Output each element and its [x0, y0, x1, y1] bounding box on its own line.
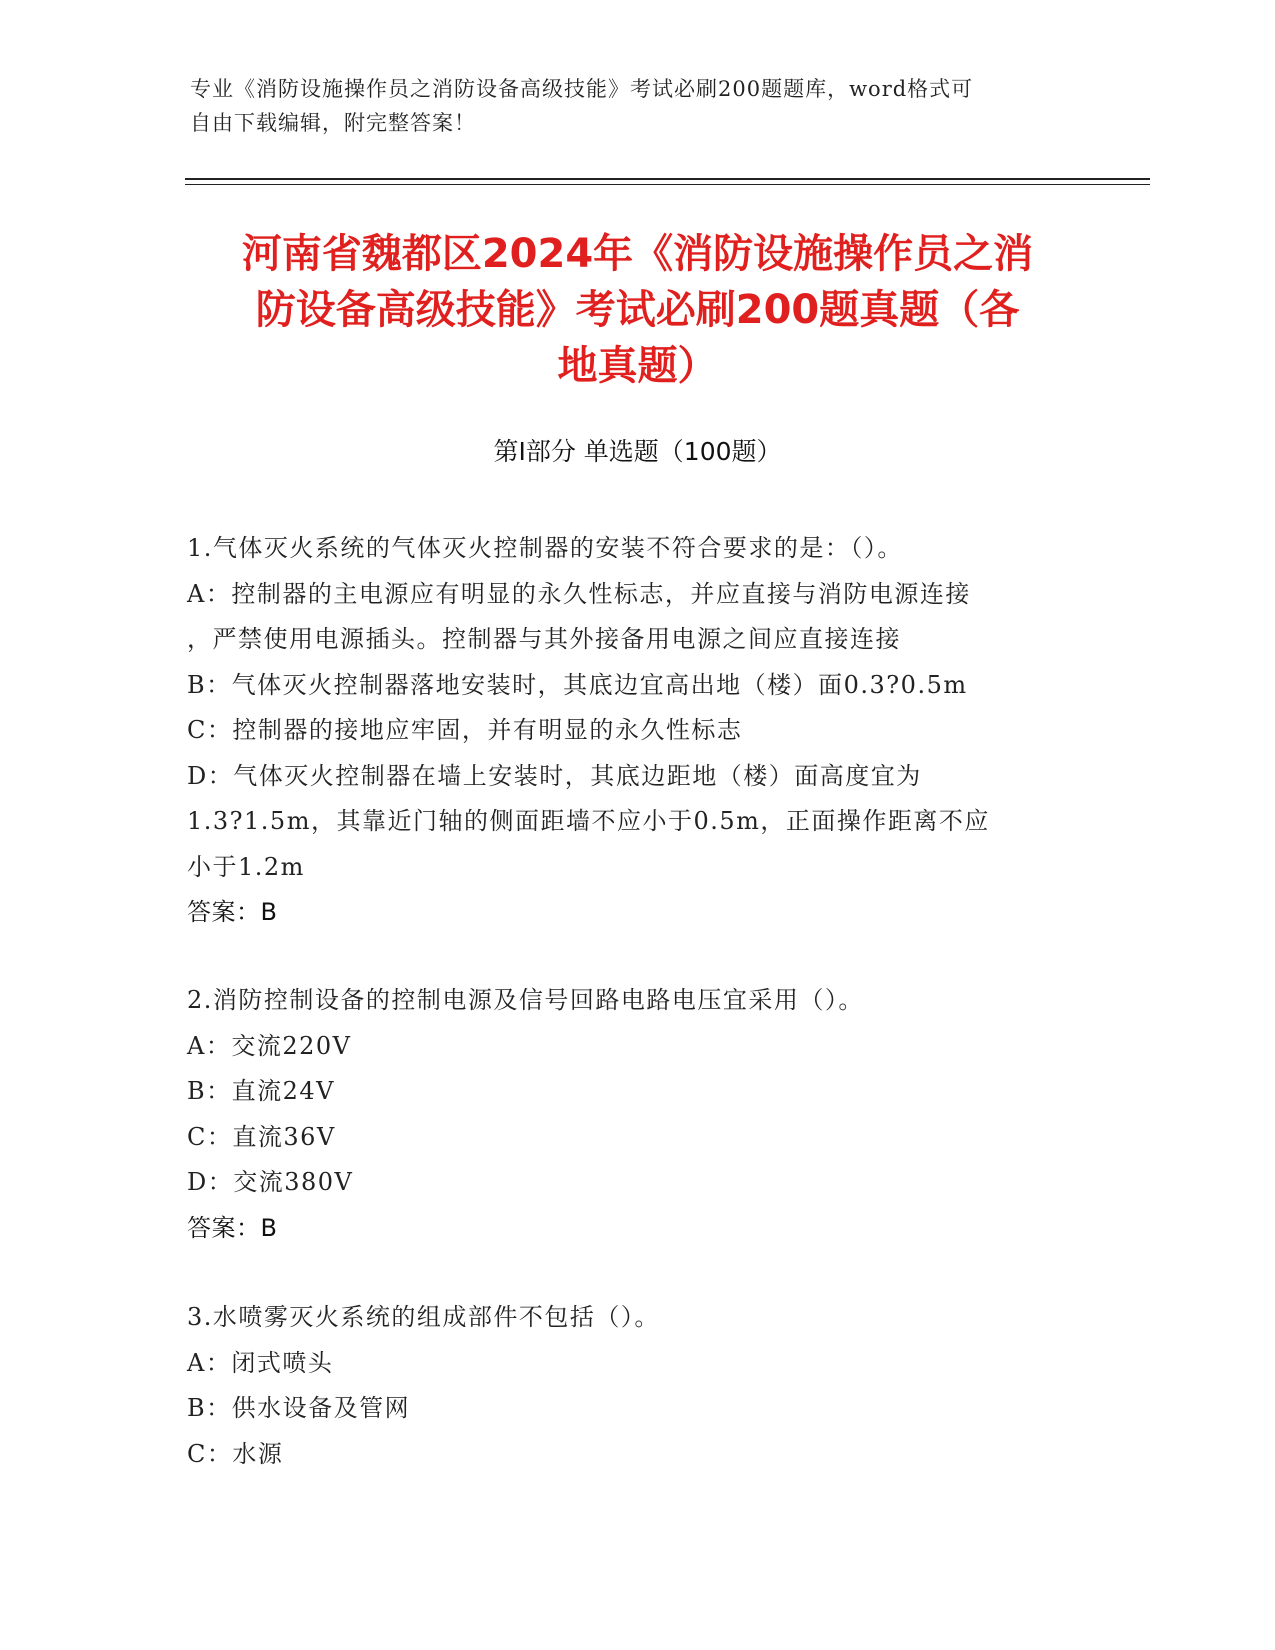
title-line: 河南省魏都区2024年《消防设施操作员之消 [241, 231, 1034, 277]
question-stem: 3.水喷雾灭火系统的组成部件不包括（）。 [187, 1303, 660, 1331]
document-title [180, 226, 1095, 394]
question-2 [187, 978, 1107, 1251]
option-c: C：控制器的接地应牢固，并有明显的永久性标志 [187, 716, 743, 744]
option-c: C：直流36V [187, 1122, 336, 1151]
header-note-line: 专业《消防设施操作员之消防设备高级技能》考试必刷200题题库，word格式可 [190, 77, 974, 101]
option-b: B：直流24V [187, 1077, 336, 1105]
answer: 答案：B [187, 898, 278, 926]
option-b: B：供水设备及管网 [187, 1394, 411, 1422]
header-divider [185, 178, 1150, 180]
section-heading: 第Ⅰ部分 单选题（100题） [493, 437, 782, 466]
answer: 答案：B [187, 1213, 278, 1242]
header-note [190, 72, 1070, 140]
option-d: D：交流380V [187, 1168, 354, 1196]
header-divider-thin [185, 184, 1150, 185]
option-a: A：闭式喷头 [187, 1348, 334, 1377]
question-3 [187, 1295, 1107, 1477]
option-d-continued: 小于1.2m [187, 852, 305, 881]
option-a: A：控制器的主电源应有明显的永久性标志，并应直接与消防电源连接 [187, 579, 971, 608]
title-line: 地真题） [557, 343, 718, 389]
option-b: B：气体灭火控制器落地安装时，其底边宜高出地（楼）面0.3?0.5m [187, 670, 968, 699]
question-stem: 1.气体灭火系统的气体灭火控制器的安装不符合要求的是：（）。 [187, 534, 903, 562]
question-1 [187, 526, 1107, 936]
title-line: 防设备高级技能》考试必刷200题真题（各 [255, 287, 1020, 333]
option-a: A：交流220V [187, 1031, 352, 1060]
option-a-continued: ，严禁使用电源插头。控制器与其外接备用电源之间应直接连接 [187, 625, 901, 653]
option-d: D：气体灭火控制器在墙上安装时，其底边距地（楼）面高度宜为 [187, 761, 922, 790]
option-d-continued: 1.3?1.5m，其靠近门轴的侧面距墙不应小于0.5m，正面操作距离不应 [187, 807, 990, 835]
question-stem: 2.消防控制设备的控制电源及信号回路电路电压宜采用（）。 [187, 986, 864, 1014]
option-c: C：水源 [187, 1439, 284, 1468]
header-note-line: 自由下载编辑，附完整答案！ [190, 111, 476, 135]
